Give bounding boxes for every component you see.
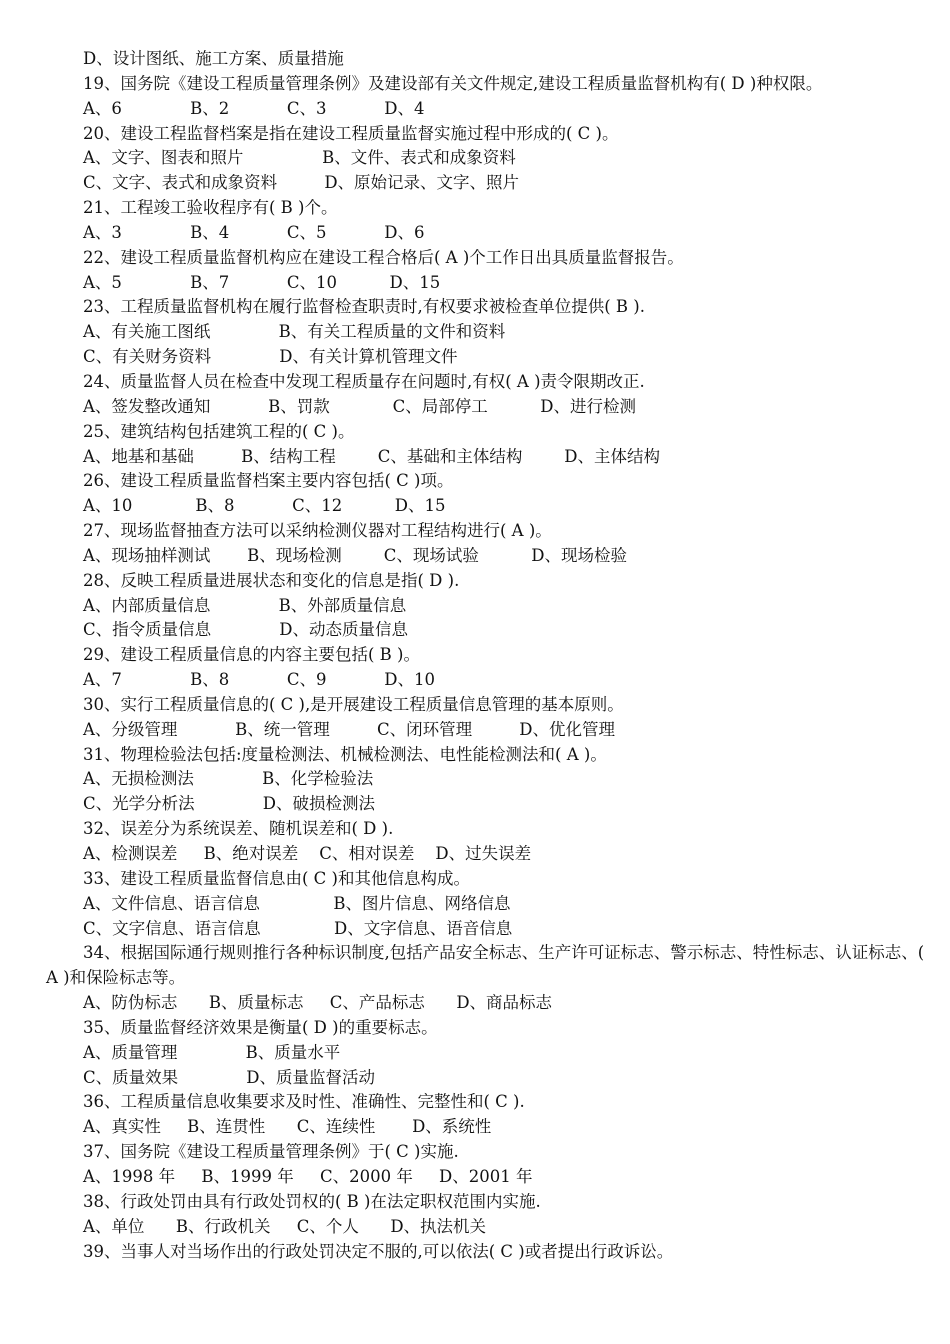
question-text: 29、建设工程质量信息的内容主要包括( B )。 [83,645,420,665]
question-text: 33、建设工程质量监督信息由( C )和其他信息构成。 [83,868,470,888]
answer-options: A、地基和基础 B、结构工程 C、基础和主体结构 D、主体结构 [83,446,661,466]
question-text: 22、建设工程质量监督机构应在建设工程合格后( A )个工作日出具质量监督报告。 [83,247,684,267]
answer-options: A、有关施工图纸 B、有关工程质量的文件和资料 [83,322,506,342]
answer-options: A、7 B、8 C、9 D、10 [83,670,435,690]
answer-options: A、内部质量信息 B、外部质量信息 [83,595,407,615]
answer-options: A、签发整改通知 B、罚款 C、局部停工 D、进行检测 [83,396,636,416]
question-text: 21、工程竣工验收程序有( B )个。 [83,198,338,218]
question-text: 23、工程质量监督机构在履行监督检查职责时,有权要求被检查单位提供( B ). [83,297,645,317]
answer-options: A、无损检测法 B、化学检验法 [83,769,374,789]
answer-options: A、1998 年 B、1999 年 C、2000 年 D、2001 年 [83,1166,533,1186]
question-text: 24、质量监督人员在检查中发现工程质量存在问题时,有权( A )责令限期改正. [83,371,645,391]
question-text: 32、误差分为系统误差、随机误差和( D ). [83,819,394,839]
answer-options: C、文字、表式和成象资料 D、原始记录、文字、照片 [83,173,520,193]
answer-options: D、设计图纸、施工方案、质量措施 [83,49,344,68]
answer-options: A、3 B、4 C、5 D、6 [83,222,425,242]
answer-options: A、文字、图表和照片 B、文件、表式和成象资料 [83,148,516,168]
answer-options: A、检测误差 B、绝对误差 C、相对误差 D、过失误差 [83,844,532,863]
question-text: 31、物理检验法包括:度量检测法、机械检测法、电性能检测法和( A )。 [83,744,607,764]
answer-options: A、单位 B、行政机关 C、个人 D、执法机关 [83,1216,487,1236]
question-text: 25、建筑结构包括建筑工程的( C )。 [83,421,355,441]
question-text: 19、国务院《建设工程质量管理条例》及建设部有关文件规定,建设工程质量监督机构有( D )种权限。 [83,73,823,93]
answer-options: A、10 B、8 C、12 D、15 [83,496,446,516]
question-text: 37、国务院《建设工程质量管理条例》于( C )实施. [83,1142,459,1162]
question-text: 26、建设工程质量监督档案主要内容包括( C )项。 [83,471,454,491]
answer-options: A、防伪标志 B、质量标志 C、产品标志 D、商品标志 [83,993,553,1013]
answer-options: A、分级管理 B、统一管理 C、闭环管理 D、优化管理 [83,719,615,739]
question-text: 36、工程质量信息收集要求及时性、准确性、完整性和( C ). [83,1092,525,1112]
answer-options: A、文件信息、语言信息 B、图片信息、网络信息 [83,893,511,913]
question-text: 35、质量监督经济效果是衡量( D )的重要标志。 [83,1017,438,1037]
answer-options: A、质量管理 B、质量水平 [83,1042,341,1062]
question-text: 28、反映工程质量进展状态和变化的信息是指( D ). [83,570,460,590]
question-text: 39、当事人对当场作出的行政处罚决定不服的,可以依法( C )或者提出行政诉讼。 [83,1241,674,1261]
question-text: 20、建设工程监督档案是指在建设工程质量监督实施过程中形成的( C )。 [83,123,619,143]
question-text: 30、实行工程质量信息的( C ),是开展建设工程质量信息管理的基本原则。 [83,694,624,714]
answer-options: A、真实性 B、连贯性 C、连续性 D、系统性 [83,1117,492,1137]
question-text: 27、现场监督抽查方法可以采纳检测仪器对工程结构进行( A )。 [83,521,552,541]
question-text: 38、行政处罚由具有行政处罚权的( B )在法定职权范围内实施. [83,1191,541,1211]
answer-options: C、指令质量信息 D、动态质量信息 [83,620,409,640]
answer-options: A、现场抽样测试 B、现场检测 C、现场试验 D、现场检验 [83,545,628,565]
question-text: 34、根据国际通行规则推行各种标识制度,包括产品安全标志、生产许可证标志、警示标志、特性标志、认证标志、( A )和保险标志等。 [46,943,925,988]
answer-options: C、有关财务资料 D、有关计算机管理文件 [83,347,458,367]
answer-options: C、文字信息、语言信息 D、文字信息、语音信息 [83,918,513,938]
answer-options: A、6 B、2 C、3 D、4 [83,98,425,118]
answer-options: C、质量效果 D、质量监督活动 [83,1067,376,1087]
answer-options: C、光学分析法 D、破损检测法 [83,794,376,814]
answer-options: A、5 B、7 C、10 D、15 [83,272,441,292]
